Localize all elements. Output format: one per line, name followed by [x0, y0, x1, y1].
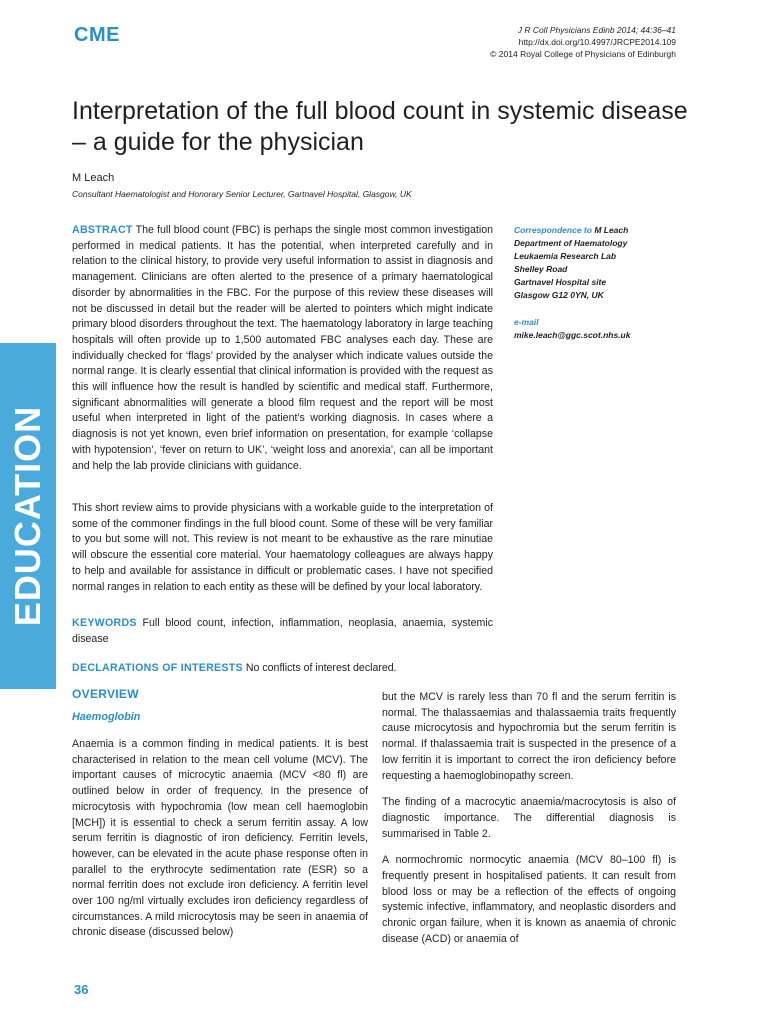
correspondence-line: Shelley Road [514, 264, 568, 274]
journal-meta [490, 24, 676, 60]
correspondence-label: Correspondence to [514, 225, 592, 235]
body-paragraph: Anaemia is a common finding in medical patients. It is best characterised in relation to the mean cell volume (MCV). The important causes of microcytic anaemia (MCV <80 fl) are outlined below in order of frequency. In the presence of microcytosis with hypochromia (low mean cell haemoglobin [MCH]) it is essential to check a serum ferritin assay. A low serum ferritin is diagnostic of iron deficiency. Ferritin levels, however, can be elevated in the acute phase response often in parallel to the erythrocyte sedimentation rate (ESR) so a normal ferritin does not exclude iron deficiency. A ferritin level over 100 ng/ml virtually excludes iron deficiency regardless of circumstances. A mild microcytosis may be seen in anaemia of chronic disease (discussed below) [72, 738, 368, 939]
abstract-label: ABSTRACT [72, 224, 133, 236]
correspondence-line: Glasgow G12 0YN, UK [514, 290, 604, 300]
author-affiliation: Consultant Haematologist and Honorary Senior Lecturer, Gartnavel Hospital, Glasgow, UK [72, 189, 412, 199]
body-paragraph: but the MCV is rarely less than 70 fl and the serum ferritin is normal. The thalassaemias and thalassaemia traits frequently cause microcytosis and hypochromia but the serum ferritin is normal. If thalassaemia trait is suspected in the presence of a low ferritin it is important to correct the iron deficiency before requesting a haemoglobinopathy screen. [382, 691, 676, 782]
article-title: Interpretation of the full blood count in systemic disease – a guide for the physician [72, 97, 688, 156]
education-label: EDUCATION [7, 405, 48, 627]
author-name: M Leach [72, 172, 115, 184]
copyright-line: © 2014 Royal College of Physicians of Edinburgh [490, 49, 676, 59]
keywords-label: KEYWORDS [72, 617, 137, 629]
keywords [72, 616, 493, 647]
doi-link[interactable]: http://dx.doi.org/10.4997/JRCPE2014.109 [518, 37, 676, 47]
body-column-left [72, 687, 368, 952]
overview-heading: OVERVIEW [72, 687, 139, 701]
page-number: 36 [74, 982, 89, 997]
journal-citation: J R Coll Physicians Edinb 2014; 44:36–41 [517, 25, 676, 35]
declarations [72, 661, 672, 677]
email-link[interactable]: mike.leach@ggc.scot.nhs.uk [514, 330, 631, 340]
keywords-text: Full blood count, infection, inflammation, neoplasia, anaemia, systemic disease [72, 617, 493, 645]
declarations-text: No conflicts of interest declared. [245, 662, 397, 674]
body-paragraph: A normochromic normocytic anaemia (MCV 80–100 fl) is frequently present in hospitalised patients. It can result from blood loss or may be a reflection of the effects of ongoing systemic infective, inflammatory, and neoplastic disorders and chronic organ failure, when it is known as anaemia of chronic disease (ACD) or anaemia of [382, 854, 676, 945]
correspondence-line: Gartnavel Hospital site [514, 277, 607, 287]
correspondence-line: Leukaemia Research Lab [514, 251, 617, 261]
haemoglobin-subheading: Haemoglobin [72, 711, 141, 723]
email-label: e-mail [514, 317, 539, 327]
education-side-tab [0, 343, 56, 689]
correspondence-block [514, 224, 714, 342]
abstract [72, 223, 493, 474]
section-label: CME [74, 24, 120, 46]
abstract-text: The full blood count (FBC) is perhaps the single most common investigation performed in medical patients. It has the potential, when interpreted carefully and in relation to the clinical history, to provide very useful information to assist in diagnosis and management. Clinicians are often alerted to the presence of a primary haematological disorder by abnormalities in the FBC. For the purpose of this review these diseases will not be discussed in detail but the reader will be alerted to pointers which might indicate primary blood disorders throughout the text. The haematology laboratory in large teaching hospitals will often provide up to 1,500 automated FBC analyses each day. These are individually checked for ‘flags’ provided by the analyser which indicate values outside the normal range. It is clearly essential that clinical information is provided with the request as this will influence how the result is handled by scientific and medical staff. Furthermore, significant abnormalities will generate a blood film request and the report will be most useful when interpreted in light of the patient’s working diagnosis. In cases where a diagnosis is not yet known, even brief information on presentation, for example ‘collapse with hypotension’, ‘fever on return to UK’, ‘weight loss and anorexia’, can all be important and help the lab provide clinicians with guidance. [72, 224, 493, 472]
body-paragraph: The finding of a macrocytic anaemia/macrocytosis is also of diagnostic importance. The differential diagnosis is summarised in Table 2. [382, 796, 676, 840]
body-column-right [382, 690, 676, 959]
correspondence-line: Department of Haematology [514, 238, 628, 248]
abstract-paragraph-2: This short review aims to provide physicians with a workable guide to the interpretation of some of the commoner findings in the full blood count. Some of these will be very familiar to you but some will not. This review is not meant to be exhaustive as the rare minutiae will obscure the essential core material. Your haematology colleagues are always happy to help and available for assistance in difficult or problematic cases. I have not specified normal ranges in relation to each entity as these will be defined by your local laboratory. [72, 502, 493, 593]
declarations-label: DECLARATIONS OF INTERESTS [72, 662, 243, 674]
correspondence-name: M Leach [594, 225, 629, 235]
